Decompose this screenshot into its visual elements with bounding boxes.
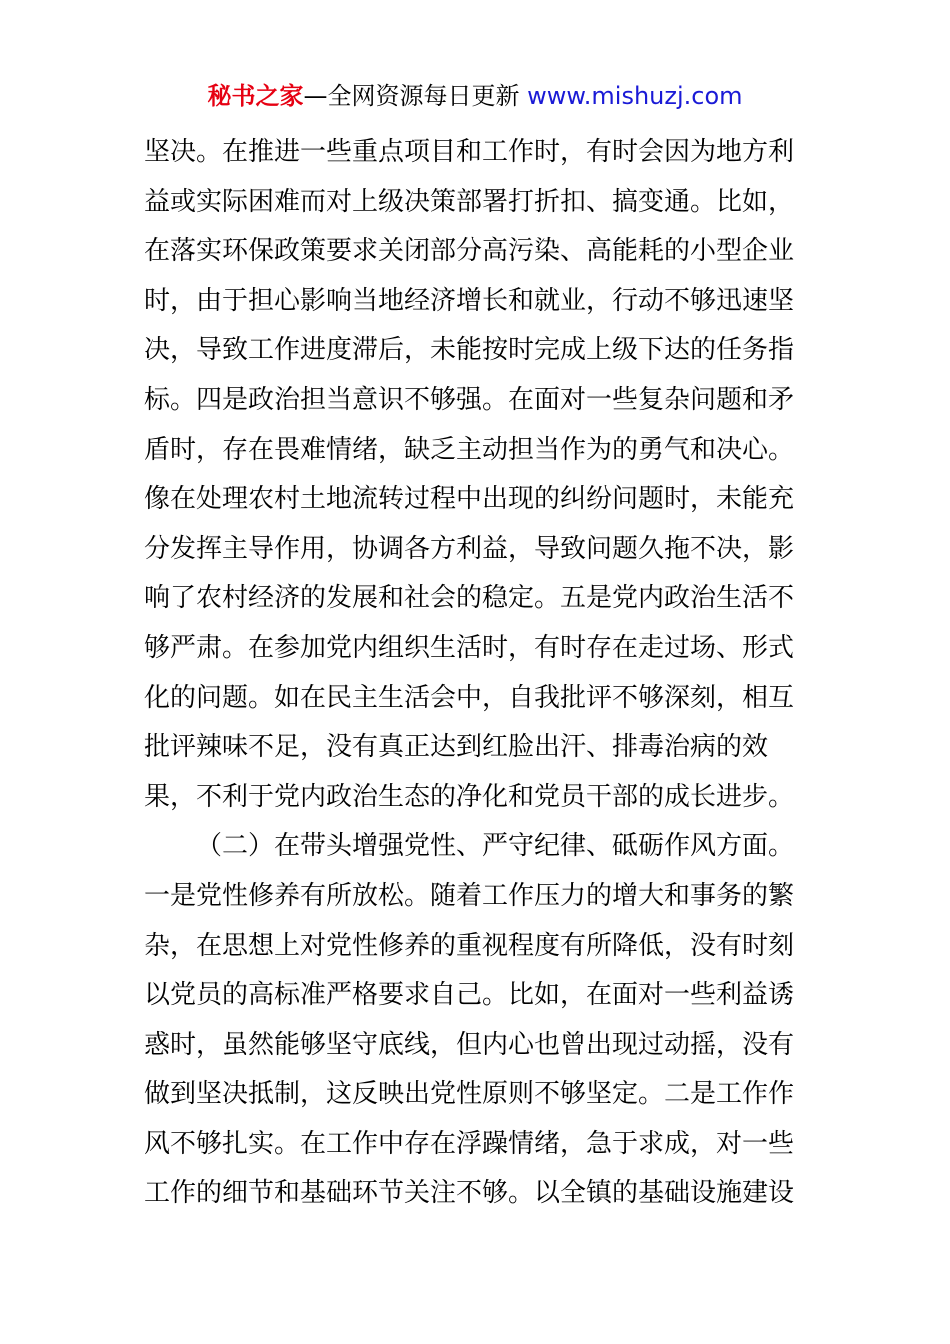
text-line: 在落实环保政策要求关闭部分高污染、高能耗的小型企业 bbox=[144, 236, 795, 267]
text-line: 以党员的高标准严格要求自己。比如，在面对一些利益诱 bbox=[144, 980, 795, 1011]
text-line: 时，由于担心影响当地经济增长和就业，行动不够迅速坚 bbox=[144, 285, 795, 316]
text-line: 盾时，存在畏难情绪，缺乏主动担当作为的勇气和决心。 bbox=[144, 434, 795, 465]
text-line: 坚决。在推进一些重点项目和工作时，有时会因为地方利 bbox=[144, 137, 795, 167]
text-line: 够严肃。在参加党内组织生活时，有时存在走过场、形式 bbox=[144, 632, 795, 663]
site-tagline: —全网资源每日更新 bbox=[303, 82, 520, 110]
text-line: 风不够扎实。在工作中存在浮躁情绪，急于求成，对一些 bbox=[144, 1128, 795, 1159]
text-line: 益或实际困难而对上级决策部署打折扣、搞变通。比如， bbox=[144, 186, 795, 217]
text-line: 一是党性修养有所放松。随着工作压力的增大和事务的繁 bbox=[144, 880, 795, 911]
text-line: 果，不利于党内政治生态的净化和党员干部的成长进步。 bbox=[144, 781, 795, 812]
text-line: 化的问题。如在民主生活会中，自我批评不够深刻，相互 bbox=[144, 682, 795, 713]
text-line: 标。四是政治担当意识不够强。在面对一些复杂问题和矛 bbox=[144, 384, 795, 415]
text-line: 做到坚决抵制，这反映出党性原则不够坚定。二是工作作 bbox=[144, 1079, 795, 1110]
text-line: 响了农村经济的发展和社会的稳定。五是党内政治生活不 bbox=[144, 583, 795, 614]
document-body bbox=[144, 128, 806, 1219]
text-line: 工作的细节和基础环节关注不够。以全镇的基础设施建设 bbox=[144, 1178, 795, 1209]
text-line: 像在处理农村土地流转过程中出现的纠纷问题时，未能充 bbox=[144, 484, 795, 515]
text-line: 杂，在思想上对党性修养的重视程度有所降低，没有时刻 bbox=[144, 930, 795, 961]
text-line: 决，导致工作进度滞后，未能按时完成上级下达的任务指 bbox=[144, 335, 795, 366]
text-line: 分发挥主导作用，协调各方利益，导致问题久拖不决，影 bbox=[144, 533, 795, 564]
text-line: 批评辣味不足，没有真正达到红脸出汗、排毒治病的效 bbox=[144, 732, 769, 763]
text-line: 惑时，虽然能够坚守底线，但内心也曾出现过动摇，没有 bbox=[144, 1029, 795, 1060]
section-heading: （二）在带头增强党性、严守纪律、砥砺作风方面。 bbox=[196, 831, 795, 862]
site-header bbox=[0, 80, 950, 112]
site-brand: 秘书之家 bbox=[207, 82, 304, 110]
site-url: www.mishuzj.com bbox=[527, 82, 743, 110]
